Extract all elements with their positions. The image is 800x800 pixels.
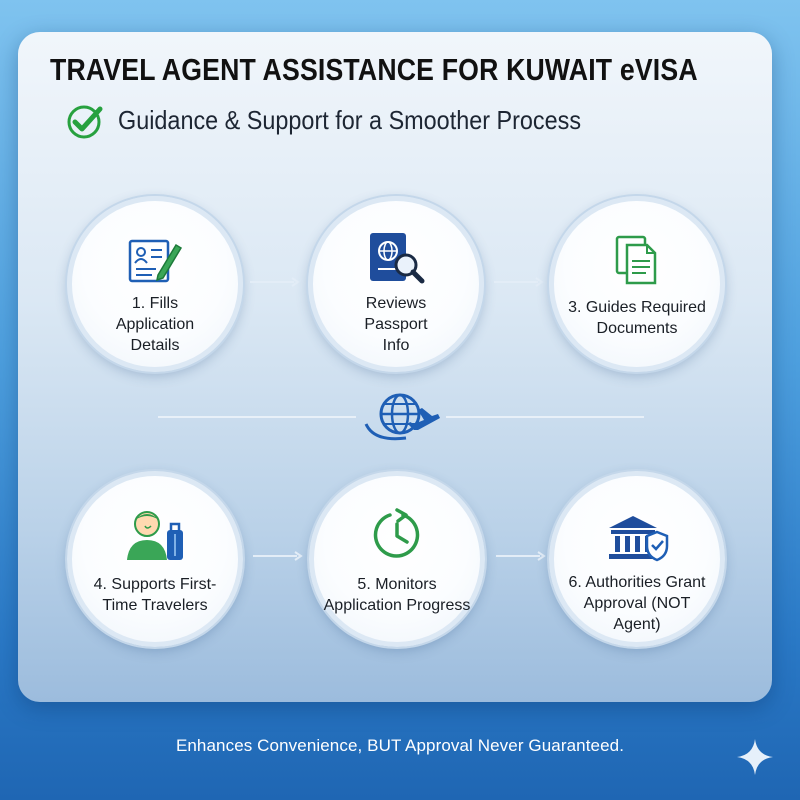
step-3-circle	[549, 196, 725, 372]
step-5-label: 5. Monitors Application Progress	[323, 576, 471, 614]
step-2-label: Reviews Passport Info	[364, 295, 428, 354]
step-4-label: 4. Supports First- Time Travelers	[93, 576, 217, 614]
arrow-right-icon	[494, 277, 544, 287]
passport-magnifier-icon	[364, 229, 428, 287]
step-4-circle	[67, 471, 243, 647]
step-2-circle	[308, 196, 484, 372]
divider-left	[158, 416, 356, 418]
footer-note: Enhances Convenience, BUT Approval Never Guaranteed.	[175, 736, 625, 755]
step-1-label: 1. Fills Application Details	[115, 295, 195, 354]
check-circle-icon	[66, 101, 106, 141]
government-shield-icon	[605, 514, 669, 562]
arrow-right-icon	[250, 277, 300, 287]
sparkle-icon	[736, 738, 774, 776]
arrow-right-icon	[496, 551, 546, 561]
page-subtitle: Guidance & Support for a Smoother Process	[118, 105, 582, 135]
form-pencil-icon	[126, 235, 184, 285]
documents-icon	[613, 233, 661, 287]
page-title: TRAVEL AGENT ASSISTANCE FOR KUWAIT eVISA	[50, 52, 698, 87]
step-1-circle	[67, 196, 243, 372]
step-5-circle	[309, 471, 485, 647]
traveler-luggage-icon	[123, 506, 187, 564]
arrow-right-icon	[253, 551, 303, 561]
step-6-label: 6. Authorities Grant Approval (NOT Agent)	[568, 574, 706, 633]
step-6-circle	[549, 471, 725, 647]
step-3-label: 3. Guides Required Documents	[568, 299, 706, 337]
globe-airplane-icon	[360, 390, 444, 446]
clock-progress-icon	[370, 508, 424, 562]
divider-right	[446, 416, 644, 418]
